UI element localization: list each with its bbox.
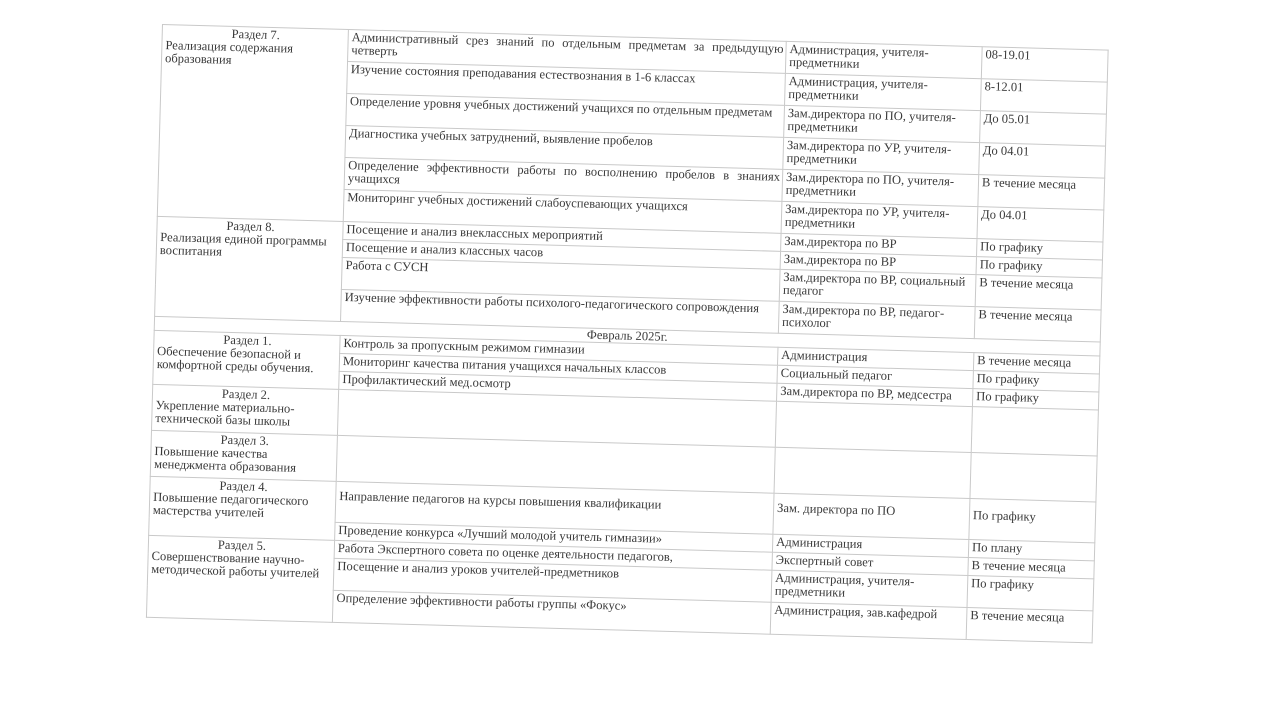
section-cell: [146, 535, 334, 622]
activity-cell: Изучение состояния преподавания естествознания в 1-6 классах: [347, 62, 786, 106]
responsible-cell: Зам.директора по ВР: [780, 251, 976, 274]
deadline-cell: [971, 407, 1098, 456]
activity-cell: Диагностика учебных затруднений, выявление пробелов: [345, 126, 784, 170]
deadline-cell: В течение месяца: [968, 558, 1094, 579]
deadline-cell: В течение месяца: [973, 353, 1099, 374]
deadline-cell: По графику: [977, 239, 1103, 260]
section-number: Раздел 7.: [231, 26, 281, 43]
deadline-cell: По графику: [967, 576, 1094, 611]
month-header: Февраль 2025г.: [154, 316, 1100, 356]
deadline-cell: По графику: [973, 371, 1099, 392]
responsible-cell: Администрация: [777, 347, 973, 370]
section-title: Совершенствование научно-методической работы учителей: [151, 548, 320, 581]
control-plan-table: [146, 24, 1109, 643]
deadline-cell: 8-12.01: [980, 79, 1107, 114]
activity-cell: Определение эффективности работы группы «Фокус»: [332, 590, 771, 634]
responsible-cell: Зам.директора по УР, учителя-предметники: [781, 201, 978, 238]
deadline-cell: [970, 453, 1097, 502]
section-title: Реализация единой программы воспитания: [159, 230, 327, 259]
deadline-cell: В течение месяца: [975, 275, 1102, 310]
activity-cell: Административный срез знаний по отдельным предметам за предыдущую четверть: [348, 30, 787, 74]
activity-cell: Определение эффективности работы по восполнению пробелов в знаниях учащихся: [344, 157, 783, 201]
responsible-cell: [775, 401, 972, 452]
section-number: Раздел 3.: [220, 432, 270, 449]
responsible-cell: Экспертный совет: [772, 552, 968, 575]
activity-cell: Мониторинг качества питания учащихся начальных классов: [339, 353, 777, 383]
activity-cell: Мониторинг учебных достижений слабоуспевающих учащихся: [343, 189, 782, 233]
activity-cell: Посещение и анализ уроков учителей-предметников: [333, 558, 772, 602]
activity-cell: Работа с СУСН: [341, 257, 780, 301]
responsible-cell: Зам.директора по ВР, педагог-психолог: [778, 301, 975, 338]
deadline-cell: В течение месяца: [974, 307, 1101, 342]
section-title: Повышение качества менеджмента образования: [153, 443, 297, 475]
responsible-cell: Зам.директора по ПО, учителя-предметники: [784, 105, 981, 142]
section-cell: [152, 384, 339, 435]
responsible-cell: Зам.директора по ВР, социальный педагог: [779, 269, 976, 306]
section-number: Раздел 8.: [226, 218, 275, 235]
activity-cell: Работа Экспертного совета по оценке деятельности педагогов,: [334, 540, 772, 570]
activity-cell: Контроль за пропускным режимом гимназии: [340, 335, 778, 365]
section-cell: [149, 476, 337, 540]
section-title: Обеспечение безопасной и комфортной среды обучения.: [156, 343, 314, 376]
responsible-cell: Администрация, учителя-предметники: [771, 570, 968, 607]
section-title: Укрепление материально-технической базы школы: [155, 397, 295, 429]
deadline-cell: До 04.01: [977, 207, 1104, 242]
section-title: Реализация содержания образования: [164, 38, 294, 67]
responsible-cell: Зам.директора по ВР, медсестра: [777, 383, 973, 406]
deadline-cell: В течение месяца: [978, 175, 1105, 210]
responsible-cell: Социальный педагог: [777, 365, 973, 388]
responsible-cell: Зам.директора по УР, учителя-предметники: [783, 137, 980, 174]
deadline-cell: По графику: [969, 499, 1096, 543]
responsible-cell: Зам.директора по ВР: [781, 233, 977, 256]
activity-cell: Профилактический мед.осмотр: [339, 371, 777, 401]
section-cell: [157, 25, 348, 222]
activity-cell: Проведение конкурса «Лучший молодой учитель гимназии»: [335, 522, 773, 552]
responsible-cell: Администрация, зав.кафедрой: [770, 602, 967, 639]
activity-cell: Изучение эффективности работы психолого-педагогического сопровождения: [341, 289, 780, 333]
section-cell: [150, 430, 337, 481]
section-number: Раздел 2.: [221, 386, 271, 403]
responsible-cell: Администрация: [772, 534, 968, 557]
deadline-cell: По графику: [976, 257, 1102, 278]
responsible-cell: Администрация, учителя-предметники: [785, 73, 982, 110]
responsible-cell: Зам. директора по ПО: [773, 493, 970, 539]
deadline-cell: До 04.01: [979, 143, 1106, 178]
deadline-cell: До 05.01: [980, 111, 1107, 146]
section-cell: [153, 330, 340, 389]
responsible-cell: Зам.директора по ПО, учителя-предметники: [782, 169, 979, 206]
activity-cell: Определение уровня учебных достижений учащихся по отдельным предметам: [346, 94, 785, 138]
activity-cell: Направление педагогов на курсы повышения квалификации: [335, 481, 774, 534]
section-cell: [155, 216, 344, 321]
responsible-cell: Администрация, учителя-предметники: [785, 41, 982, 78]
section-title: Повышение педагогического мастерства учителей: [152, 489, 309, 520]
deadline-cell: 08-19.01: [981, 47, 1108, 82]
section-number: Раздел 5.: [217, 537, 267, 554]
section-number: Раздел 4.: [219, 478, 268, 495]
activity-cell: Посещение и анализ внеклассных мероприятий: [343, 221, 781, 251]
deadline-cell: В течение месяца: [966, 607, 1093, 642]
deadline-cell: По графику: [972, 389, 1098, 410]
responsible-cell: [774, 447, 971, 498]
activity-cell: Посещение и анализ классных часов: [342, 239, 780, 269]
section-number: Раздел 1.: [223, 332, 272, 349]
deadline-cell: По плану: [968, 540, 1094, 561]
scanned-plan-table: [146, 24, 1108, 643]
